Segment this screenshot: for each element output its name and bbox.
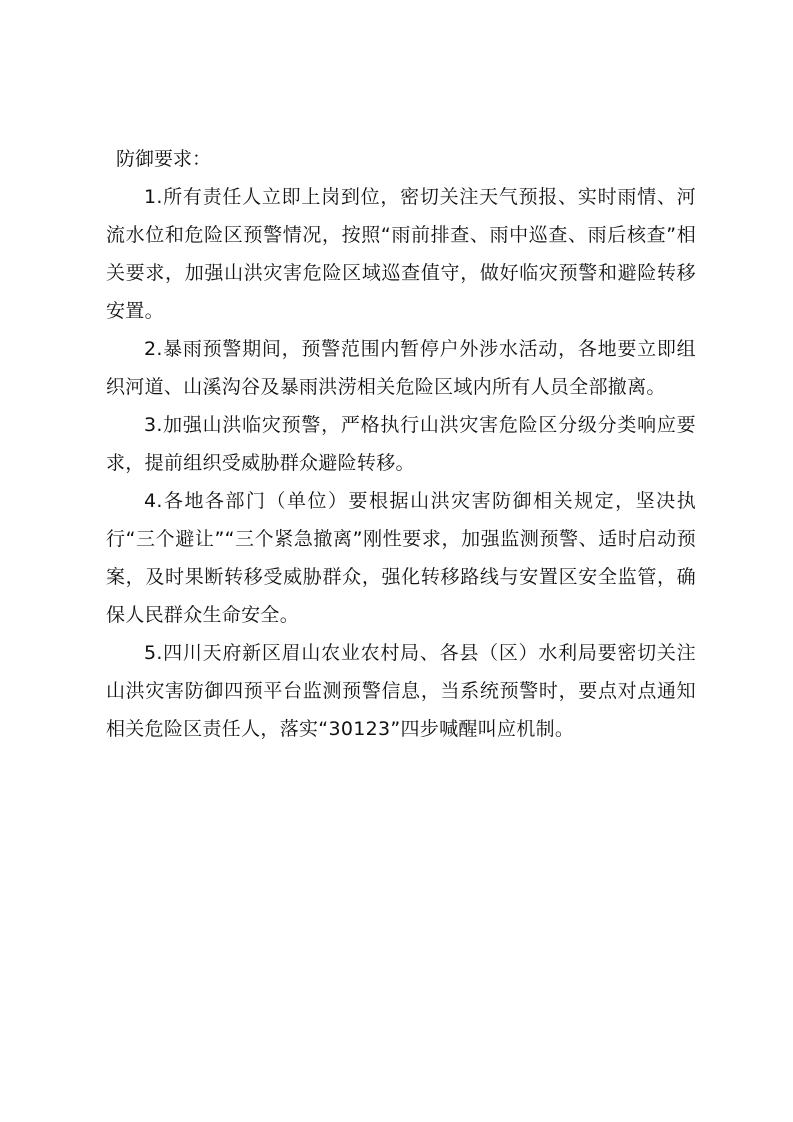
requirement-paragraph-3: 3.加强山洪临灾预警，严格执行山洪灾害危险区分级分类响应要求，提前组织受威胁群众避险转移。 <box>106 414 696 474</box>
requirement-paragraph-1: 1.所有责任人立即上岗到位，密切关注天气预报、实时雨情、河流水位和危险区预警情况，按照“雨前排查、雨中巡查、雨后核查”相关要求，加强山洪灾害危险区域巡查值守，做好临灾预警和避险转移安置。 <box>106 186 696 322</box>
requirement-paragraph-5: 5.四川天府新区眉山农业农村局、各县（区）水利局要密切关注山洪灾害防御四预平台监测预警信息，当系统预警时，要点对点通知相关危险区责任人，落实“30123”四步喊醒叫应机制。 <box>106 642 696 740</box>
document-body <box>106 140 696 748</box>
section-heading: 防御要求： <box>116 148 212 170</box>
requirement-paragraph-2: 2.暴雨预警期间，预警范围内暂停户外涉水活动，各地要立即组织河道、山溪沟谷及暴雨洪涝相关危险区域内所有人员全部撤离。 <box>106 338 696 398</box>
requirement-paragraph-4: 4.各地各部门（单位）要根据山洪灾害防御相关规定，坚决执行“三个避让”“三个紧急撤离”刚性要求，加强监测预警、适时启动预案，及时果断转移受威胁群众，强化转移路线与安置区安全监管，确保人民群众生命安全。 <box>106 490 696 626</box>
